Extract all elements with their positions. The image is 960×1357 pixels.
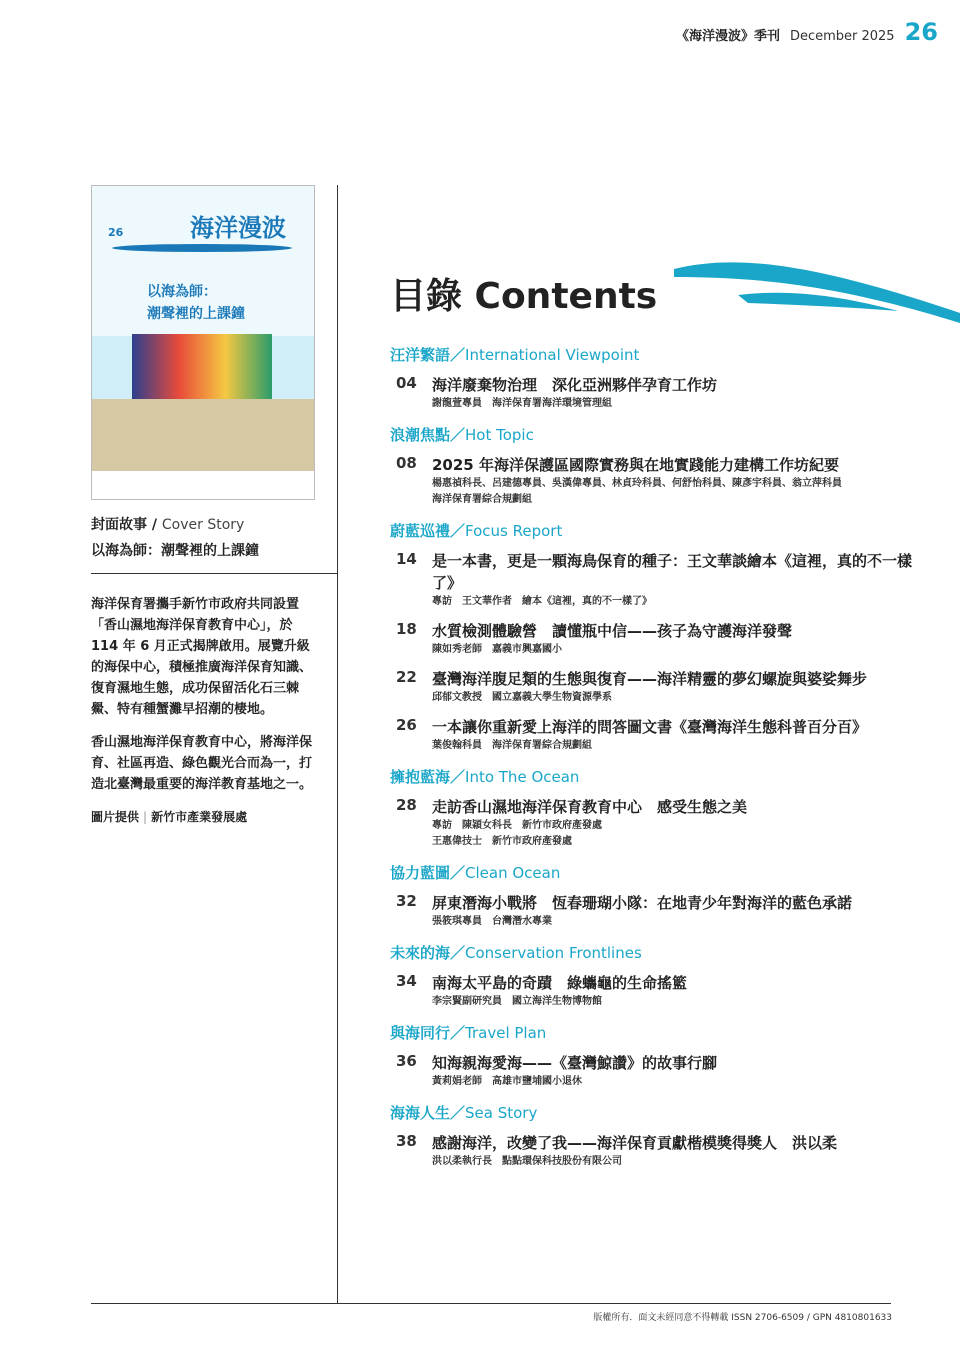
toc-entry[interactable]: [396, 972, 930, 1010]
section-heading-zh: 協力藍圖／: [390, 864, 466, 882]
entry-title: 屏東潛海小戰將 恆春珊瑚小隊：在地青少年對海洋的藍色承諾: [432, 894, 853, 912]
section-heading-en: Sea Story: [465, 1104, 538, 1122]
section-heading-en: Conservation Frontlines: [465, 944, 642, 962]
section-heading-zh: 浪潮焦點／: [390, 426, 466, 444]
section-heading-zh: 未來的海／: [390, 944, 466, 962]
toc-entry[interactable]: [396, 454, 930, 508]
cover-story-subtitle: 以海為師：潮聲裡的上課鐘: [91, 543, 259, 559]
section-heading: [390, 940, 930, 966]
section-heading: [390, 1100, 930, 1126]
section-heading-en: Focus Report: [465, 522, 563, 540]
toc-section: [390, 342, 930, 412]
entry-title: 海洋廢棄物治理 深化亞洲夥伴孕育工作坊: [432, 376, 718, 394]
entry-author: 李宗賢副研究員 國立海洋生物博物館: [432, 996, 602, 1007]
entry-author: 海洋保育署綜合規劃組: [432, 494, 532, 505]
entry-author: 陳如秀老師 嘉義市興嘉國小: [432, 644, 562, 655]
footer-rights: 版權所有．面文未經同意不得轉載 ISSN 2706-6509 / GPN 4810801633: [593, 1313, 892, 1323]
column-divider: [337, 185, 338, 1303]
entry-body: [432, 374, 922, 412]
toc-entry[interactable]: [396, 374, 930, 412]
entry-page-number: 36: [396, 1052, 417, 1070]
section-heading: [390, 764, 930, 790]
entry-page-number: 08: [396, 454, 417, 472]
entry-author: 張筱琪專員 台灣潛水專業: [432, 916, 552, 927]
photo-credit-label: 圖片提供: [91, 810, 140, 824]
cover-story-block: [91, 514, 331, 560]
entry-author: 專訪 王文華作者 繪本《這裡，真的不一樣了》: [432, 596, 652, 607]
section-heading: [390, 1020, 930, 1046]
section-heading: [390, 342, 930, 368]
magazine-name: 《海洋漫波》季刊: [675, 29, 780, 44]
entry-author: 洪以柔執行長 點點環保科技股份有限公司: [432, 1156, 622, 1167]
section-heading-zh: 與海同行／: [390, 1024, 466, 1042]
section-heading-zh: 汪洋繁語／: [390, 346, 466, 364]
entry-page-number: 18: [396, 620, 417, 638]
toc-section: [390, 1020, 930, 1090]
photo-credit: 圖片提供 | 新竹市產業發展處: [91, 810, 248, 824]
entry-title: 水質檢測體驗營 讀懂瓶中信——孩子為守護海洋發聲: [432, 622, 793, 640]
entry-title: 走訪香山濕地海洋保育教育中心 感受生態之美: [432, 798, 748, 816]
toc-entry[interactable]: [396, 668, 930, 706]
cover-story-label: [91, 514, 331, 534]
cover-title: 海洋漫波: [190, 214, 286, 242]
section-heading-zh: 海海人生／: [390, 1104, 466, 1122]
entry-author: 專訪 陳穎女科長 新竹市政府產發處: [432, 820, 602, 831]
section-heading-en: Into The Ocean: [465, 768, 580, 786]
entry-author: 邱郁文教授 國立嘉義大學生物資源學系: [432, 692, 612, 703]
toc-entry[interactable]: [396, 1132, 930, 1170]
toc-list: [390, 342, 930, 1180]
entry-author: 王惠偉技士 新竹市政府產發處: [432, 836, 572, 847]
entry-body: [432, 892, 922, 930]
entry-body: [432, 796, 922, 850]
cover-wave: [112, 244, 292, 252]
entry-page-number: 26: [396, 716, 417, 734]
toc-entry[interactable]: [396, 550, 930, 610]
entry-body: [432, 620, 922, 658]
toc-entry[interactable]: [396, 716, 930, 754]
section-heading-en: Clean Ocean: [465, 864, 561, 882]
entry-body: [432, 972, 922, 1010]
cover-issue-number: 26: [108, 226, 124, 239]
divider: [91, 573, 337, 574]
entry-page-number: 28: [396, 796, 417, 814]
toc-entry[interactable]: [396, 892, 930, 930]
photo-credit-value: 新竹市產業發展處: [151, 810, 248, 824]
section-heading-zh: 擁抱藍海／: [390, 768, 466, 786]
entry-title: 知海親海愛海——《臺灣鯨讚》的故事行腳: [432, 1054, 718, 1072]
cover-story-label-en: Cover Story: [161, 517, 245, 533]
description-paragraph-2: 香山濕地海洋保育教育中心，將海洋保育、社區再造、綠色觀光合而為一，打造北臺灣最重要的海洋教育基地之一。: [91, 735, 313, 792]
entry-body: [432, 668, 922, 706]
entry-page-number: 04: [396, 374, 417, 392]
entry-body: [432, 454, 922, 508]
wave-decoration-icon: [668, 255, 960, 327]
cover-story-label-zh: 封面故事 /: [91, 517, 157, 533]
section-heading: [390, 422, 930, 448]
entry-title: 南海太平島的奇蹟 綠蠵龜的生命搖籃: [432, 974, 688, 992]
section-heading: [390, 860, 930, 886]
cover-headline: [147, 281, 245, 325]
entry-body: [432, 716, 922, 754]
cover-headline-line1: 以海為師：: [147, 284, 217, 300]
entry-author: 葉俊翰科員 海洋保育署綜合規劃組: [432, 740, 592, 751]
entry-body: [432, 1132, 922, 1170]
cover-story-description: [91, 594, 316, 828]
description-paragraph-1: 海洋保育署攜手新竹市政府共同設置「香山濕地海洋保育教育中心」，於 114 年 6 月正式揭牌啟用。展覽升級的海保中心，積極推廣海洋保育知識、復育濕地生態，成功保留活化石三棘鱟、特有種蟹灘早招潮的棲地。: [91, 597, 313, 717]
page-header: [676, 18, 938, 46]
toc-section: [390, 1100, 930, 1170]
entry-page-number: 22: [396, 668, 417, 686]
entry-title: 感謝海洋，改變了我——海洋保育貢獻楷模獎得獎人 洪以柔: [432, 1134, 838, 1152]
toc-section: [390, 764, 930, 850]
entry-page-number: 32: [396, 892, 417, 910]
toc-title: 目錄 Contents: [390, 276, 658, 317]
entry-page-number: 38: [396, 1132, 417, 1150]
section-heading: [390, 518, 930, 544]
toc-section: [390, 518, 930, 754]
entry-title: 一本讓你重新愛上海洋的問答圖文書《臺灣海洋生態科普百分百》: [432, 718, 868, 736]
cover-footer-band: [92, 471, 314, 499]
section-heading-zh: 蔚藍巡禮／: [390, 522, 466, 540]
entry-title: 臺灣海洋腹足類的生態與復育——海洋精靈的夢幻螺旋與婆娑舞步: [432, 670, 868, 688]
entry-author: 黃莉娟老師 高雄市鹽埔國小退休: [432, 1076, 582, 1087]
entry-body: [432, 550, 922, 610]
entry-title: 是一本書，更是一顆海鳥保育的種子：王文華談繪本《這裡，真的不一樣了》: [432, 552, 913, 592]
entry-page-number: 14: [396, 550, 417, 568]
toc-entry[interactable]: [396, 620, 930, 658]
toc-section: [390, 940, 930, 1010]
issue-month: December 2025: [789, 29, 895, 44]
toc-entry[interactable]: [396, 796, 930, 850]
toc-section: [390, 422, 930, 508]
cover-image: [91, 185, 315, 500]
cover-mural: [132, 334, 272, 399]
section-heading-en: International Viewpoint: [465, 346, 640, 364]
footer-divider: [91, 1303, 891, 1304]
entry-title: 2025 年海洋保護區國際實務與在地實踐能力建構工作坊紀要: [432, 456, 839, 474]
section-heading-en: Travel Plan: [465, 1024, 547, 1042]
section-heading-en: Hot Topic: [465, 426, 534, 444]
cover-headline-line2: 潮聲裡的上課鐘: [147, 306, 245, 322]
entry-author: 謝龍萱專員 海洋保育署海洋環境管理組: [432, 398, 612, 409]
entry-body: [432, 1052, 922, 1090]
toc-entry[interactable]: [396, 1052, 930, 1090]
page-number: 26: [904, 18, 938, 46]
toc-section: [390, 860, 930, 930]
entry-page-number: 34: [396, 972, 417, 990]
entry-author: 楊惠禎科長、呂建德專員、吳漢偉專員、林貞玲科員、何舒怡科員、陳彥宇科員、翁立萍科員: [432, 478, 842, 489]
